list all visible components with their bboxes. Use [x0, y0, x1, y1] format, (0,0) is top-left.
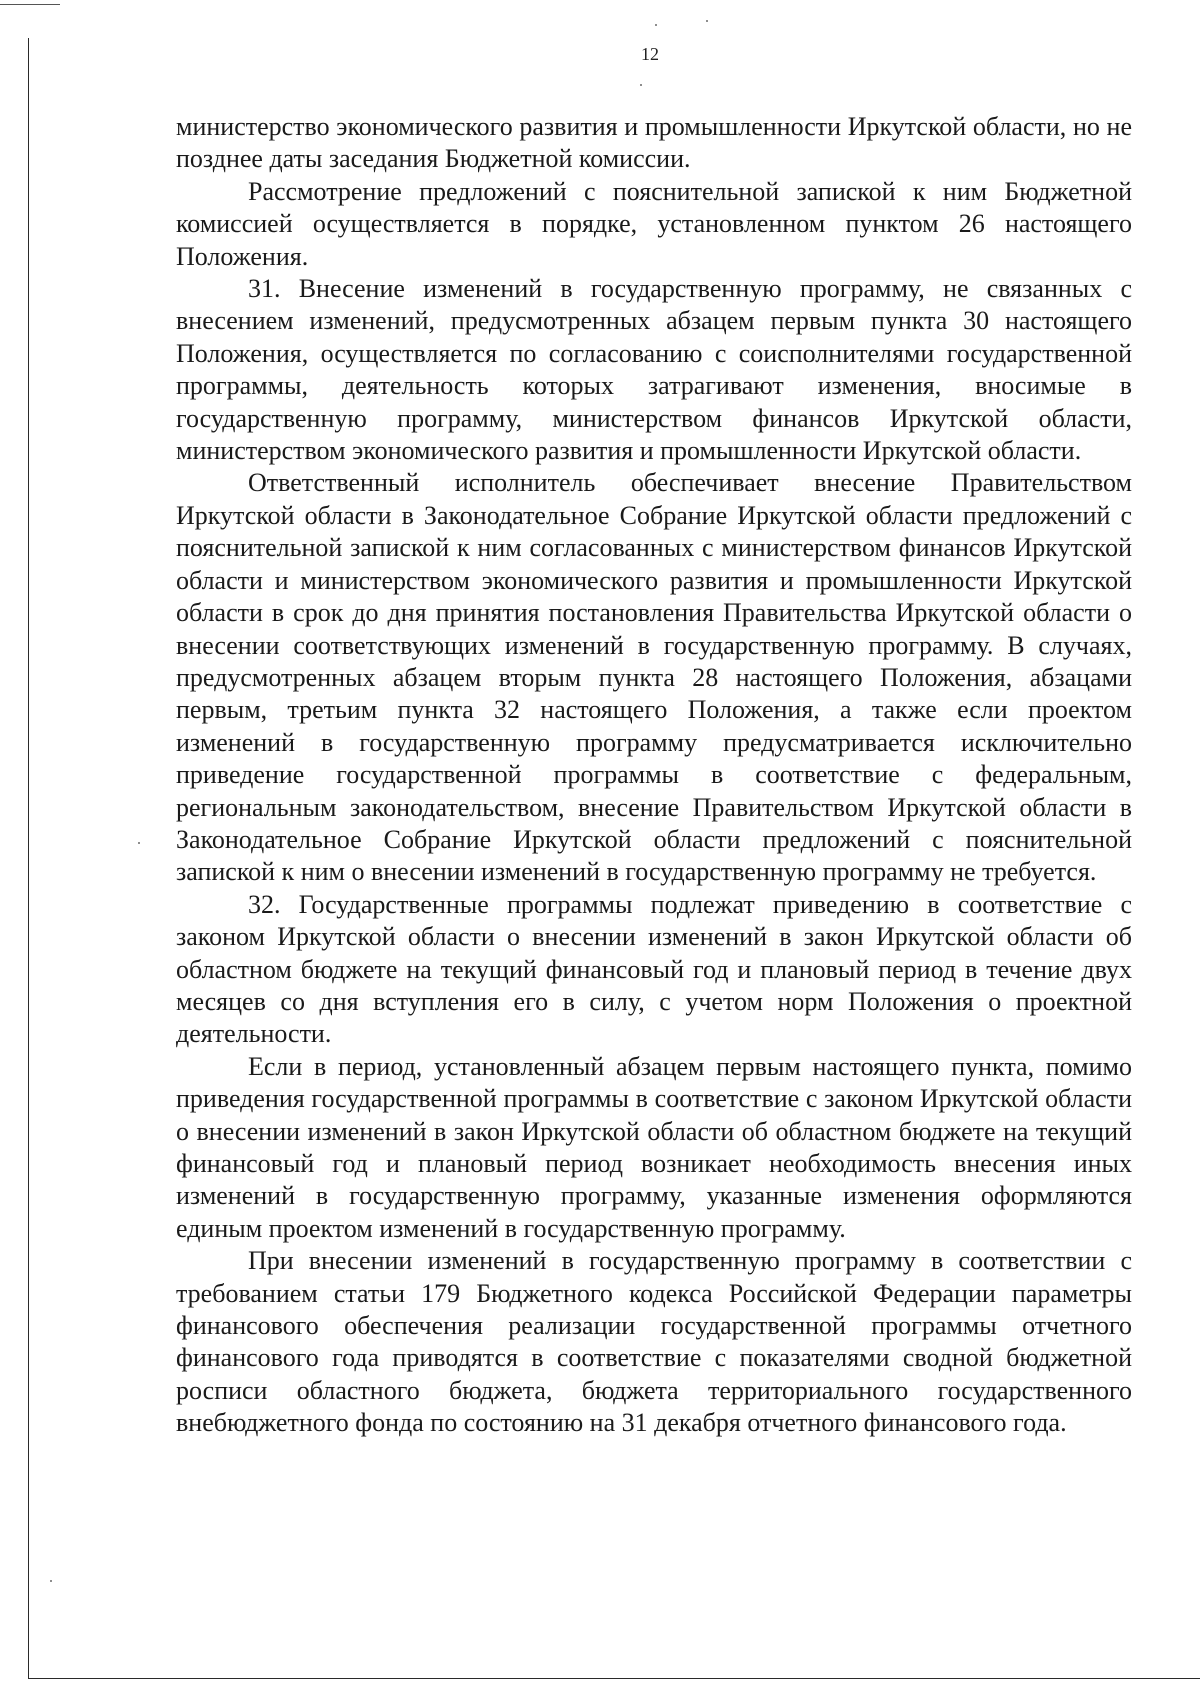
paragraph: Ответственный исполнитель обеспечивает внесение Правительством Иркутской области в Законодательное Собрание Иркутской области предложений с пояснительной запиской к ним согласованных с министерством финансов Иркутской области и министерством экономического развития и промышленности Иркутской области в срок до дня принятия постановления Правительства Иркутской области о внесении соответствующих изменений в государственную программу. В случаях, предусмотренных абзацем вторым пункта 28 настоящего Положения, абзацами первым, третьим пункта 32 настоящего Положения, а также если проектом изменений в государственную программу предусматривается исключительно приведение государственной программы в соответствие с федеральным, региональным законодательством, внесение Правительством Иркутской области в Законодательное Собрание Иркутской области предложений с пояснительной запиской к ним о внесении изменений в государственную программу не требуется.: [176, 468, 1132, 887]
paragraph: При внесении изменений в государственную программу в соответствии с требованием статьи 179 Бюджетного кодекса Российской Федерации параметры финансового обеспечения реализации государственной программы отчетного финансового года приводятся в соответствие с показателями сводной бюджетной росписи областного бюджета, бюджета территориального государственного внебюджетного фонда по состоянию на 31 декабря отчетного финансового года.: [176, 1246, 1132, 1438]
scan-edge-left: [28, 38, 29, 1678]
paragraph: министерство экономического развития и промышленности Иркутской области, но не позднее даты заседания Бюджетной комиссии.: [176, 112, 1132, 174]
paragraph-section-31: 31. Внесение изменений в государственную программу, не связанных с внесением изменений, предусмотренных абзацем первым пункта 30 настоящего Положения, осуществляется по согласованию с соисполнителями государственной программы, деятельность которых затрагивают изменения, вносимые в государственную программу, министерством финансов Иркутской области, министерством экономического развития и промышленности Иркутской области.: [176, 274, 1132, 466]
scan-speck: [50, 1580, 52, 1582]
scan-speck: [706, 20, 708, 22]
document-body: [176, 111, 1132, 1440]
paragraph-section-32: 32. Государственные программы подлежат приведению в соответствие с законом Иркутской области о внесении изменений в закон Иркутской области об областном бюджете на текущий финансовый год и плановый период в течение двух месяцев со дня вступления его в силу, с учетом норм Положения о проектной деятельности.: [176, 889, 1132, 1049]
page-number: 12: [641, 44, 659, 64]
scan-edge-bottom: [28, 1678, 1200, 1679]
scan-speck: [640, 84, 642, 86]
scan-speck: [655, 24, 657, 26]
paragraph: Если в период, установленный абзацем первым настоящего пункта, помимо приведения государственной программы в соответствие с законом Иркутской области о внесении изменений в закон Иркутской области об областном бюджете на текущий финансовый год и плановый период возникает необходимость внесения иных изменений в государственную программу, указанные изменения оформляются единым проектом изменений в государственную программу.: [176, 1051, 1132, 1243]
scan-speck: [138, 842, 140, 844]
scan-edge-top: [0, 4, 60, 5]
paragraph: Рассмотрение предложений с пояснительной запиской к ним Бюджетной комиссией осуществляется в порядке, установленном пунктом 26 настоящего Положения.: [176, 176, 1132, 271]
